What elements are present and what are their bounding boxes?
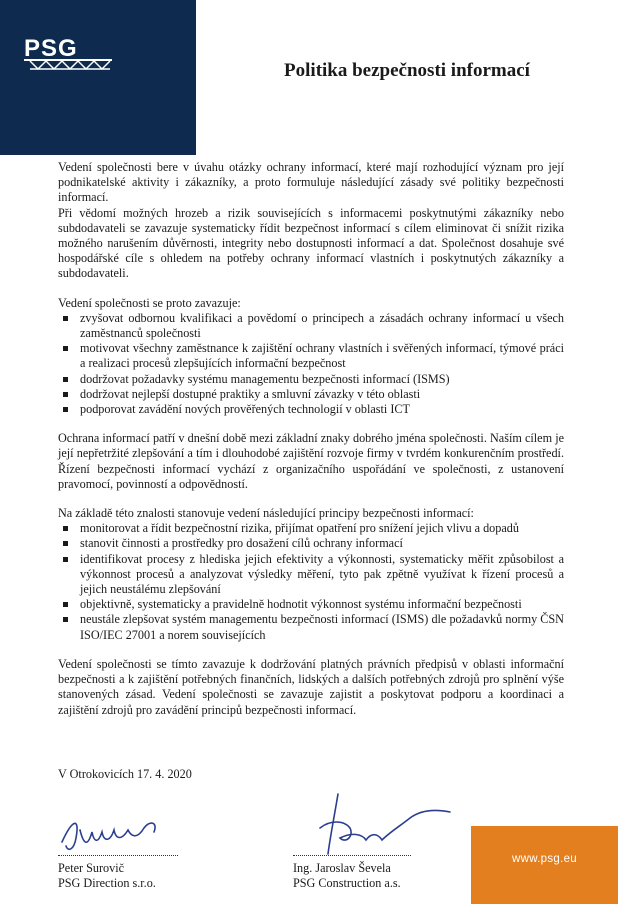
list-item: dodržovat nejlepší dostupné praktiky a smluvní závazky v této oblasti bbox=[58, 387, 564, 402]
logo-text: PSG bbox=[24, 36, 78, 62]
date-line: V Otrokovicích 17. 4. 2020 bbox=[58, 767, 192, 781]
list-item: dodržovat požadavky systému managementu bezpečnosti informací (ISMS) bbox=[58, 372, 564, 387]
list-item: identifikovat procesy z hlediska jejich efektivity a výkonnosti, systematicky měřit způsobilost a výkonnost procesů a analyzovat výsledky měření, tyto pak zpětně využívat k řízení procesů a jejich neustálému zlepšování bbox=[58, 552, 564, 598]
list-item: stanovit činnosti a prostředky pro dosažení cílů ochrany informací bbox=[58, 536, 564, 551]
signatory-2-name: Ing. Jaroslav Ševela bbox=[293, 861, 391, 875]
psg-logo-icon bbox=[22, 36, 116, 72]
list-item: zvyšovat odbornou kvalifikaci a povědomí o principech a zásadách ochrany informací u všech zaměstnanců společnosti bbox=[58, 311, 564, 341]
company-logo-block bbox=[0, 0, 196, 155]
list-item: monitorovat a řídit bezpečnostní rizika, přijímat opatření pro snížení jejich vlivu a dopadů bbox=[58, 521, 564, 536]
principles-list bbox=[58, 521, 564, 643]
intro-paragraph-2: Při vědomí možných hrozeb a rizik souvisejících s informacemi poskytnutými zákazníky nebo subdodavateli se zavazuje systematicky řídit bezpečnost informací s cílem eliminovat či snížit rizika možného narušením důvěrnosti, integrity nebo dostupnosti informací a dat. Společnost dosahuje své hospodářské cíle s ohledem na potřeby ochrany informací vlastních i poskytnutých zákazníky a subdodavateli. bbox=[58, 205, 564, 281]
commitments-list bbox=[58, 311, 564, 417]
signatory-2-company: PSG Construction a.s. bbox=[293, 876, 401, 890]
signatory-1-company: PSG Direction s.r.o. bbox=[58, 876, 156, 890]
signature-line-2 bbox=[293, 855, 411, 856]
intro-paragraph-1: Vedení společnosti bere v úvahu otázky ochrany informací, které mají rozhodující význam pro její podnikatelské aktivity i zákazníky, a proto formuluje následující zásady své politiky bezpečnosti informací. bbox=[58, 160, 564, 205]
signature-line-1 bbox=[58, 855, 178, 856]
website-link[interactable]: www.psg.eu bbox=[511, 853, 577, 865]
list-item: objektivně, systematicky a pravidelně hodnotit výkonnost systému informační bezpečnosti bbox=[58, 597, 564, 612]
closing-paragraph: Vedení společnosti se tímto zavazuje k dodržování platných právních předpisů v oblasti informační bezpečnosti a k zajištění potřebných finančních, lidských a dalších potřebných zdrojů pro splnění výše stanovených zásad. Vedení společnosti se zavazuje zajistit a poskytovat podporu a koordinaci a zajištění zdrojů pro zavádění principů bezpečnosti informací. bbox=[58, 656, 564, 717]
commitments-lead: Vedení společnosti se proto zavazuje: bbox=[58, 295, 241, 310]
signatory-2 bbox=[293, 861, 401, 891]
signature-1-image bbox=[58, 812, 168, 856]
signatory-1 bbox=[58, 861, 156, 891]
signatory-1-name: Peter Surovič bbox=[58, 861, 125, 875]
signature-2-image bbox=[290, 788, 460, 858]
list-item: neustále zlepšovat systém managementu bezpečnosti informací (ISMS) dle požadavků normy ČSN ISO/IEC 27001 a norem souvisejících bbox=[58, 612, 564, 642]
list-item: motivovat všechny zaměstnance k zajištění ochrany vlastních i svěřených informací, týmové práci a realizaci procesů zlepšujících informační bezpečnost bbox=[58, 341, 564, 371]
document-body bbox=[58, 160, 564, 718]
protection-paragraph: Ochrana informací patří v dnešní době mezi základní znaky dobrého jména společnosti. Naším cílem je její nepřetržité zlepšování a tím i dlouhodobé zajištění rozvoje firmy v tvrdém konkurenčním prostředí. Řízení bezpečnosti informací vychází z organizačního uspořádání ve společnosti, z ustanovení pravomocí, povinností a odpovědností. bbox=[58, 431, 564, 491]
list-item: podporovat zavádění nových prověřených technologií v oblasti ICT bbox=[58, 402, 564, 417]
document-title: Politika bezpečnosti informací bbox=[284, 60, 530, 81]
principles-lead: Na základě této znalosti stanovuje vedení následující principy bezpečnosti informací: bbox=[58, 506, 474, 521]
website-block bbox=[471, 826, 618, 904]
